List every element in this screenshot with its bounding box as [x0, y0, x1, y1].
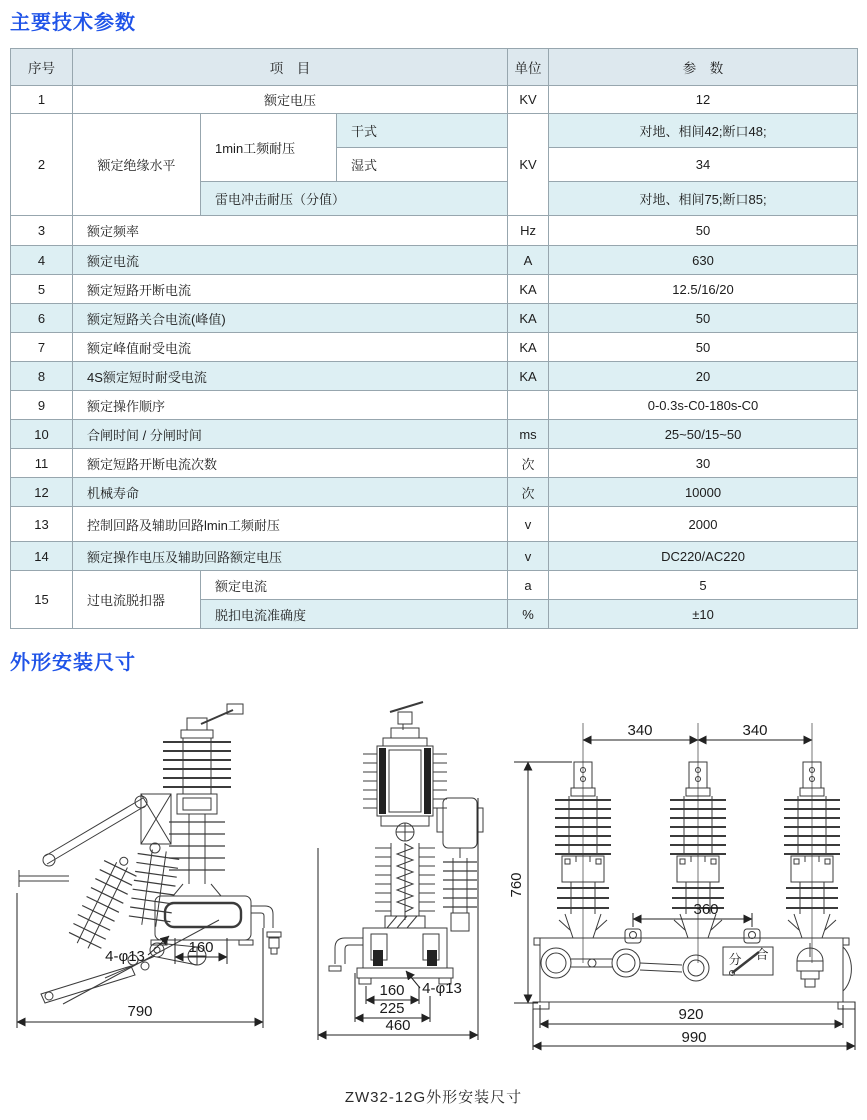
section-title-dimensions: 外形安装尺寸 [10, 652, 136, 674]
cell-item: 额定操作顺序 [73, 391, 508, 420]
cell-item: 4S额定短时耐受电流 [73, 362, 508, 391]
cell-unit: KA [508, 362, 549, 391]
cell-item: 额定峰值耐受电流 [73, 333, 508, 362]
cell-no: 1 [11, 86, 73, 114]
cell-no: 12 [11, 478, 73, 507]
cell-item: 额定电压 [73, 86, 508, 114]
cell-param: 20 [549, 362, 858, 391]
cell-unit: 次 [508, 449, 549, 478]
cell-param: 50 [549, 216, 858, 246]
cell-item: 额定短路关合电流(峰值) [73, 304, 508, 333]
table-row [11, 449, 858, 478]
table-row [11, 304, 858, 333]
cell-unit: v [508, 542, 549, 571]
cell-param: 对地、相间75;断口85; [549, 182, 858, 216]
cell-subitem: 1min工频耐压 [201, 114, 337, 182]
drawing-front-view [508, 695, 863, 1060]
cell-param: 12 [549, 86, 858, 114]
cell-no: 7 [11, 333, 73, 362]
cell-param: 630 [549, 246, 858, 275]
cell-param: 10000 [549, 478, 858, 507]
cell-no: 8 [11, 362, 73, 391]
col-header-unit: 单位 [508, 49, 549, 86]
cell-param: 对地、相间42;断口48; [549, 114, 858, 148]
cell-param: 30 [549, 449, 858, 478]
dim-label-990: 990 [681, 1029, 707, 1046]
table-row [11, 114, 858, 148]
table-row [11, 275, 858, 304]
cell-param: 25~50/15~50 [549, 420, 858, 449]
cell-no: 4 [11, 246, 73, 275]
table-row [11, 420, 858, 449]
dim-label-460: 460 [385, 1017, 411, 1034]
dimensions-middle-drawing [318, 798, 478, 1040]
dim-label-360: 360 [693, 901, 719, 918]
dim-label-920: 920 [678, 1006, 704, 1023]
col-header-item: 项 目 [73, 49, 508, 86]
cell-subitem: 湿式 [337, 148, 508, 182]
cell-param: 34 [549, 148, 858, 182]
cell-no: 10 [11, 420, 73, 449]
table-row [11, 478, 858, 507]
cell-item: 额定操作电压及辅助回路额定电压 [73, 542, 508, 571]
section-title-parameters: 主要技术参数 [10, 12, 136, 34]
table-row [11, 362, 858, 391]
dim-label-340a: 340 [627, 722, 653, 739]
cell-item: 额定短路开断电流次数 [73, 449, 508, 478]
dim-label-hole: 4-φ13 [422, 980, 462, 997]
dim-label-760: 760 [508, 872, 525, 898]
cell-unit: KV [508, 86, 549, 114]
cell-param: 12.5/16/20 [549, 275, 858, 304]
table-row [11, 246, 858, 275]
cell-subitem: 雷电冲击耐压（分值） [201, 182, 508, 216]
cell-unit: v [508, 507, 549, 542]
drawing-side-view [5, 698, 305, 1043]
col-header-no: 序号 [11, 49, 73, 86]
cell-param: 2000 [549, 507, 858, 542]
cell-subitem: 干式 [337, 114, 508, 148]
table-row [11, 542, 858, 571]
cell-no: 2 [11, 114, 73, 216]
cell-unit: KA [508, 333, 549, 362]
cell-param: 5 [549, 571, 858, 600]
table-row [11, 571, 858, 600]
cell-param: DC220/AC220 [549, 542, 858, 571]
cell-unit: KA [508, 275, 549, 304]
cell-no: 14 [11, 542, 73, 571]
cell-param: ±10 [549, 600, 858, 629]
cell-no: 15 [11, 571, 73, 629]
cell-unit: Hz [508, 216, 549, 246]
cell-no: 9 [11, 391, 73, 420]
cell-no: 6 [11, 304, 73, 333]
cell-unit: a [508, 571, 549, 600]
cell-subitem: 额定电流 [201, 571, 508, 600]
dim-label-340b: 340 [742, 722, 768, 739]
indicator-open-label: 分 [728, 952, 742, 967]
col-header-param: 参 数 [549, 49, 858, 86]
cell-subitem: 脱扣电流准确度 [201, 600, 508, 629]
cell-unit [508, 391, 549, 420]
cell-param: 50 [549, 304, 858, 333]
cell-item: 过电流脱扣器 [73, 571, 201, 629]
table-row [11, 333, 858, 362]
cell-item: 额定绝缘水平 [73, 114, 201, 216]
dimensions-left-drawing [17, 893, 263, 1028]
cell-item: 控制回路及辅助回路lmin工频耐压 [73, 507, 508, 542]
dim-label-790: 790 [127, 1003, 153, 1020]
cell-item: 额定频率 [73, 216, 508, 246]
cell-unit: % [508, 600, 549, 629]
table-row [11, 216, 858, 246]
dim-label-160: 160 [379, 982, 405, 999]
dim-label-160: 160 [188, 939, 214, 956]
cell-item: 额定短路开断电流 [73, 275, 508, 304]
drawing-section-view [305, 698, 515, 1048]
cell-unit: ms [508, 420, 549, 449]
table-row [11, 86, 858, 114]
cell-no: 11 [11, 449, 73, 478]
table-row [11, 391, 858, 420]
cell-unit: KA [508, 304, 549, 333]
parameters-table [10, 48, 858, 629]
cell-no: 13 [11, 507, 73, 542]
cell-item: 合闸时间 / 分闸时间 [73, 420, 508, 449]
cell-unit: 次 [508, 478, 549, 507]
table-header-row [11, 49, 858, 86]
cell-unit: KV [508, 114, 549, 216]
cell-no: 3 [11, 216, 73, 246]
indicator-close-label: 合 [755, 947, 769, 962]
dim-label-225: 225 [379, 1000, 405, 1017]
cell-no: 5 [11, 275, 73, 304]
cell-item: 额定电流 [73, 246, 508, 275]
cell-param: 50 [549, 333, 858, 362]
cell-item: 机械寿命 [73, 478, 508, 507]
cell-unit: A [508, 246, 549, 275]
table-row [11, 507, 858, 542]
figure-caption: ZW32-12G外形安装尺寸 [344, 1089, 523, 1106]
cell-param: 0-0.3s-C0-180s-C0 [549, 391, 858, 420]
dim-label-hole: 4-φ13 [105, 948, 145, 965]
